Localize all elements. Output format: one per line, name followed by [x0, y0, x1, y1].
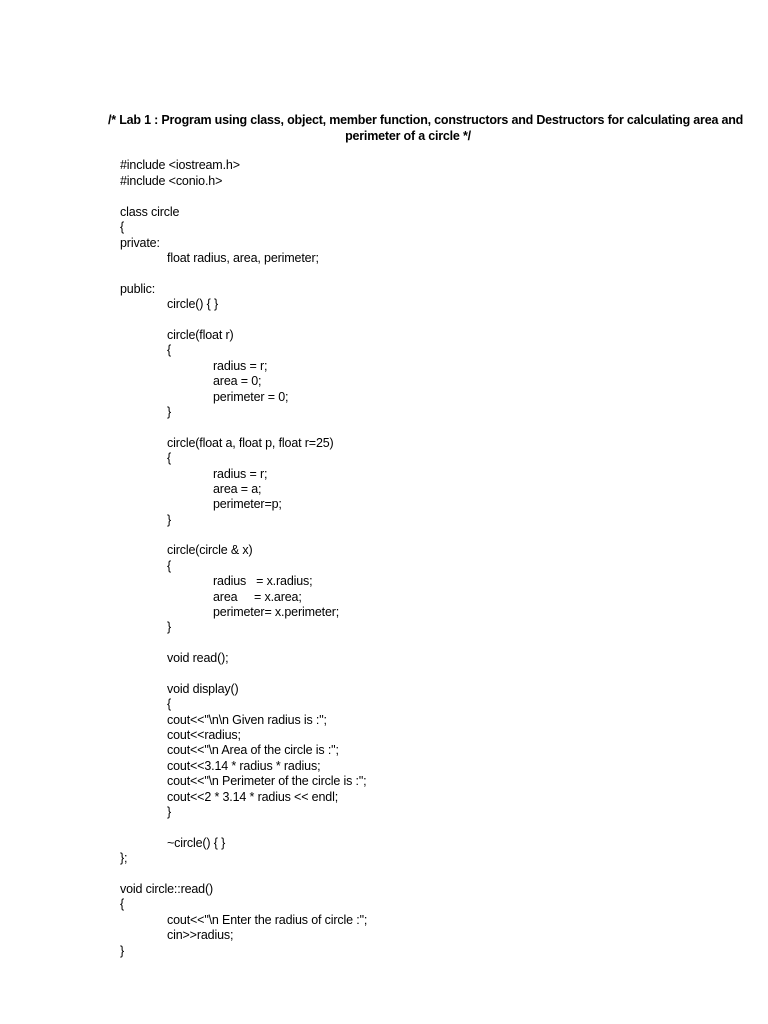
code-line: {: [167, 343, 172, 357]
code-line: perimeter=p;: [213, 497, 282, 511]
code-line: private:: [120, 236, 160, 250]
code-line: public:: [120, 282, 156, 296]
code-line: radius = r;: [213, 467, 268, 481]
code-line: radius = x.radius;: [213, 574, 313, 588]
code-line: }: [167, 513, 172, 527]
code-line: }: [167, 805, 172, 819]
code-line: cout<<"\n\n Given radius is :";: [167, 713, 327, 727]
code-line: {: [120, 897, 125, 911]
code-line: }: [167, 620, 172, 634]
code-line: {: [167, 697, 172, 711]
code-line: };: [120, 851, 128, 865]
code-line: perimeter = 0;: [213, 390, 289, 404]
code-line: }: [120, 944, 125, 958]
code-line: }: [167, 405, 172, 419]
code-line: ~circle() { }: [167, 836, 226, 850]
code-line: cin>>radius;: [167, 928, 234, 942]
title-line-2: perimeter of a circle */: [345, 129, 471, 143]
code-line: void display(): [167, 682, 239, 696]
code-line: {: [167, 559, 172, 573]
code-line: void read();: [167, 651, 229, 665]
code-line: #include <conio.h>: [120, 174, 223, 188]
code-line: area = a;: [213, 482, 262, 496]
code-line: area = 0;: [213, 374, 262, 388]
code-line: circle(float r): [167, 328, 234, 342]
code-line: class circle: [120, 205, 180, 219]
code-line: cout<<"\n Area of the circle is :";: [167, 743, 339, 757]
code-line: void circle::read(): [120, 882, 214, 896]
code-line: cout<<2 * 3.14 * radius << endl;: [167, 790, 339, 804]
code-line: {: [120, 220, 125, 234]
document-title: [108, 112, 744, 144]
code-line: circle(circle & x): [167, 543, 253, 557]
code-line: cout<<radius;: [167, 728, 241, 742]
code-line: area = x.area;: [213, 590, 302, 604]
code-line: float radius, area, perimeter;: [167, 251, 319, 265]
code-line: circle() { }: [167, 297, 218, 311]
code-line: #include <iostream.h>: [120, 158, 240, 172]
code-line: radius = r;: [213, 359, 268, 373]
code-line: cout<<"\n Perimeter of the circle is :";: [167, 774, 367, 788]
code-line: circle(float a, float p, float r=25): [167, 436, 334, 450]
code-line: cout<<3.14 * radius * radius;: [167, 759, 321, 773]
code-line: cout<<"\n Enter the radius of circle :";: [167, 913, 368, 927]
title-line-1: /* Lab 1 : Program using class, object, member function, constructors and Destructors for calculating area and: [108, 113, 744, 127]
code-line: perimeter= x.perimeter;: [213, 605, 340, 619]
code-line: {: [167, 451, 172, 465]
